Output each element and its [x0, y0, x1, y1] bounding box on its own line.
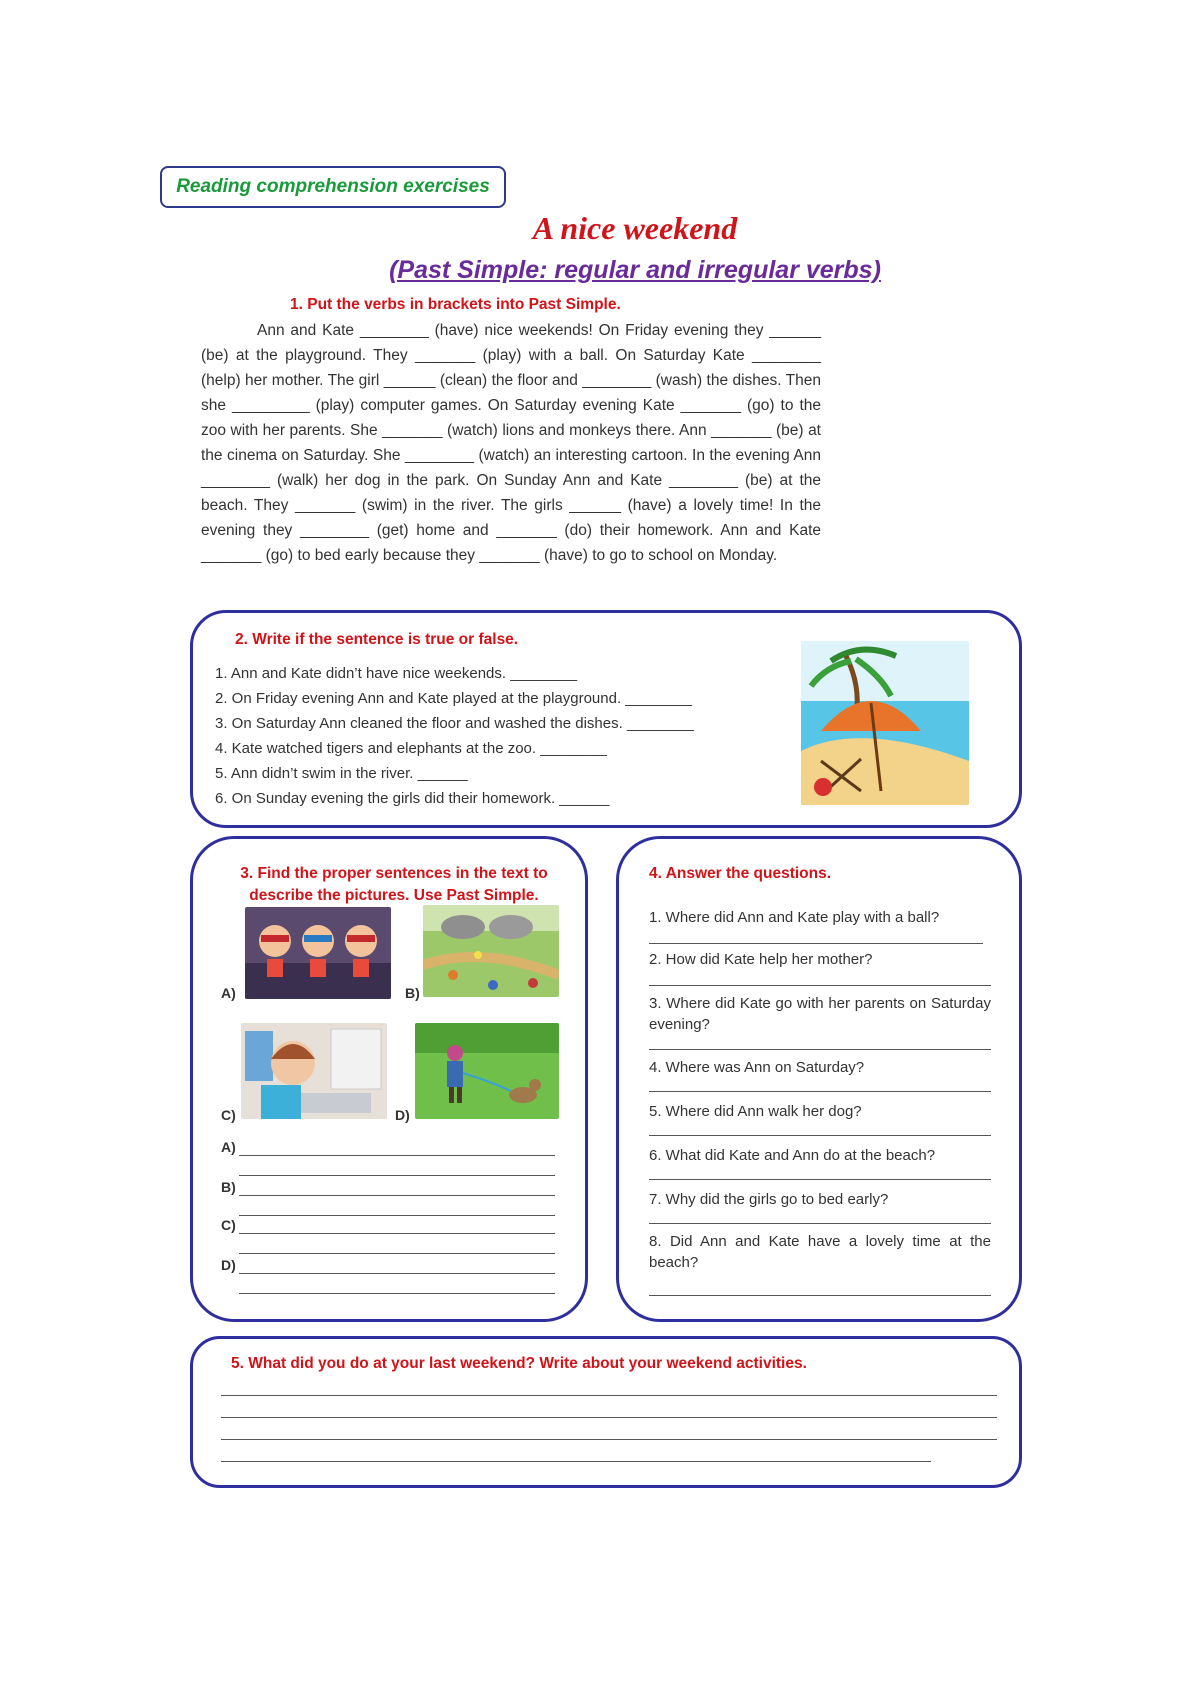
picture-zoo [423, 905, 559, 997]
writing-line[interactable] [221, 1417, 997, 1418]
tf-item-6: 6. On Sunday evening the girls did their homework. ______ [215, 790, 610, 807]
exercise-3-box [190, 836, 588, 1322]
answer-line[interactable] [649, 1223, 991, 1224]
picture-label-d: D) [395, 1107, 410, 1123]
tf-item-3: 3. On Saturday Ann cleaned the floor and washed the dishes. ________ [215, 715, 694, 732]
answer-line[interactable] [649, 985, 991, 986]
answer-line[interactable] [649, 1295, 991, 1296]
answer-label-c: C) [221, 1217, 236, 1233]
exercise-5-box [190, 1336, 1022, 1488]
tf-item-2: 2. On Friday evening Ann and Kate played at the playground. ________ [215, 690, 693, 707]
answer-line[interactable] [239, 1175, 555, 1176]
answer-line[interactable] [649, 1135, 991, 1136]
question-1: 1. Where did Ann and Kate play with a ball? [649, 909, 940, 926]
exercise-1-passage [201, 318, 821, 568]
answer-line[interactable] [649, 1091, 991, 1092]
exercise-4-title: 4. Answer the questions. [649, 865, 832, 882]
writing-line[interactable] [221, 1395, 997, 1396]
exercise-5-title: 5. What did you do at your last weekend? Write about your weekend activities. [231, 1355, 807, 1372]
passage-text: Ann and Kate ________ (have) nice weekends! On Friday evening they ______ (be) at the playground. They _______ (play) with a ball. On Saturday Kate ________ (help) her mother. The girl ______ (clean) the floor and ________ (wash) the dishes. Then she _________ (play) computer games. On Saturday evening Kate _______ (go) to the zoo with her parents. She _______ (watch) lions and monkeys there. Ann _______ (be) at the cinema on Saturday. She ________ (watch) an interesting cartoon. In the evening Ann ________ (walk) her dog in the park. On Sunday Ann and Kate ________ (be) at the beach. They _______ (swim) in the river. The girls ______ (have) a lovely time! In the evening they ________ (get) home and _______ (do) their homework. Ann and Kate _______ (go) to bed early because they _______ (have) to go to school on Monday. [201, 322, 821, 564]
exercise-3-title: 3. Find the proper sentences in the text to describe the pictures. Use Past Simple. [240, 865, 548, 904]
question-7: 7. Why did the girls go to bed early? [649, 1191, 889, 1208]
answer-line[interactable] [239, 1253, 555, 1254]
answer-line[interactable] [239, 1215, 555, 1216]
beach-illustration [801, 641, 969, 805]
writing-line[interactable] [221, 1439, 997, 1440]
tf-item-4: 4. Kate watched tigers and elephants at the zoo. ________ [215, 740, 607, 757]
question-6: 6. What did Kate and Ann do at the beach? [649, 1147, 936, 1164]
answer-line[interactable] [649, 1179, 991, 1180]
section-tag: Reading comprehension exercises [160, 166, 506, 208]
question-3: 3. Where did Kate go with her parents on Saturday evening? [649, 995, 991, 1033]
answer-line[interactable] [649, 1049, 991, 1050]
answer-label-b: B) [221, 1179, 236, 1195]
page-title: A nice weekend [532, 210, 738, 246]
answer-line[interactable] [239, 1293, 555, 1294]
question-2: 2. How did Kate help her mother? [649, 951, 873, 968]
picture-label-c: C) [221, 1107, 236, 1123]
tf-item-5: 5. Ann didn’t swim in the river. ______ [215, 765, 468, 782]
answer-line[interactable] [239, 1195, 555, 1196]
writing-line[interactable] [221, 1461, 931, 1462]
picture-cinema [245, 907, 391, 999]
picture-label-a: A) [221, 985, 236, 1001]
exercise-1-title: 1. Put the verbs in brackets into Past Simple. [290, 296, 621, 313]
answer-line[interactable] [649, 943, 983, 944]
question-4: 4. Where was Ann on Saturday? [649, 1059, 865, 1076]
answer-label-a: A) [221, 1139, 236, 1155]
tf-item-1: 1. Ann and Kate didn’t have nice weekends. ________ [215, 665, 577, 682]
picture-dog-walk [415, 1023, 559, 1119]
answer-line[interactable] [239, 1155, 555, 1156]
answer-label-d: D) [221, 1257, 236, 1273]
question-5: 5. Where did Ann walk her dog? [649, 1103, 862, 1120]
picture-computer [241, 1023, 387, 1119]
question-8: 8. Did Ann and Kate have a lovely time at the beach? [649, 1233, 991, 1271]
exercise-2-title: 2. Write if the sentence is true or false. [235, 631, 519, 648]
exercise-4-box [616, 836, 1022, 1322]
true-false-list [215, 661, 775, 811]
answer-line[interactable] [239, 1233, 555, 1234]
exercise-2-box [190, 610, 1022, 828]
answer-line[interactable] [239, 1273, 555, 1274]
page-subtitle: (Past Simple: regular and irregular verbs) [389, 256, 881, 284]
picture-label-b: B) [405, 985, 420, 1001]
